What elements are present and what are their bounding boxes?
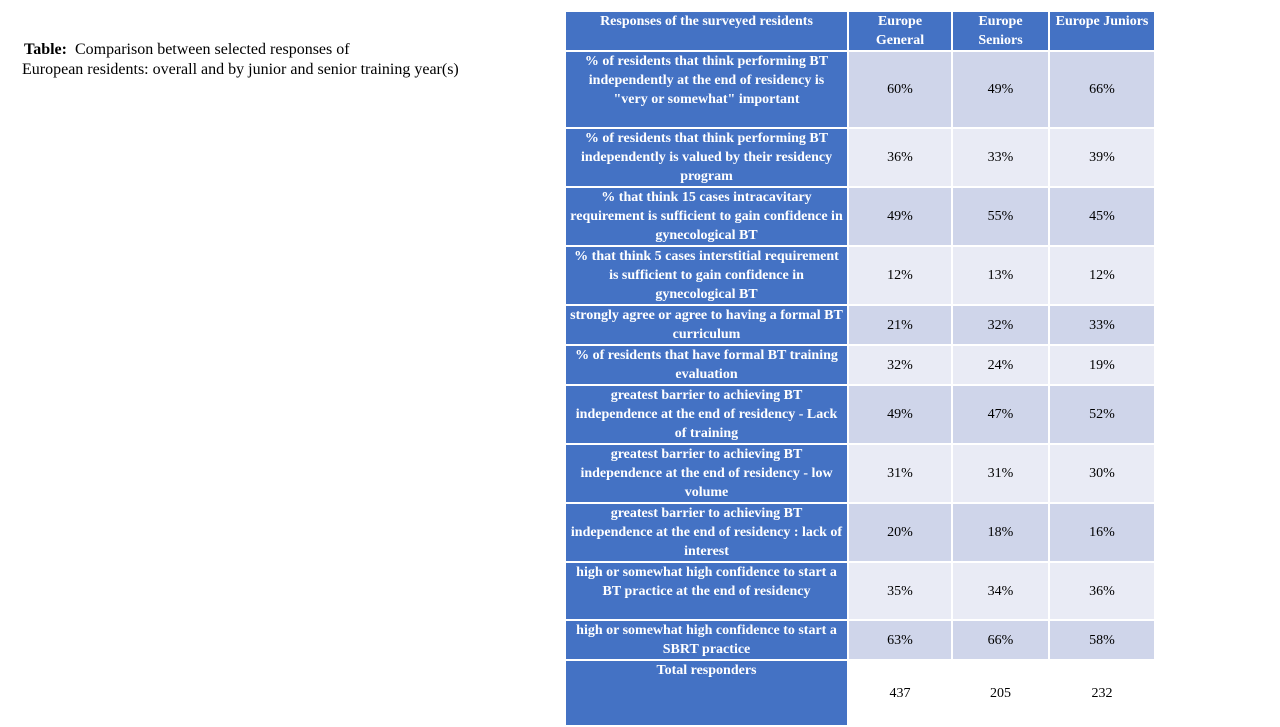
- comparison-table: [564, 10, 1156, 727]
- cell-europe-juniors: 16%: [1049, 503, 1155, 562]
- cell-europe-juniors: 52%: [1049, 385, 1155, 444]
- cell-europe-juniors: 39%: [1049, 128, 1155, 187]
- row-label: % of residents that think performing BT independently is valued by their residency program: [565, 128, 848, 187]
- cell-europe-juniors: 45%: [1049, 187, 1155, 246]
- cell-europe-juniors: 66%: [1049, 51, 1155, 128]
- caption-line-1: [22, 40, 562, 60]
- row-label: greatest barrier to achieving BT independence at the end of residency : lack of interest: [565, 503, 848, 562]
- table-row: [565, 305, 1155, 345]
- cell-europe-seniors: 24%: [952, 345, 1049, 385]
- header-row: [565, 11, 1155, 51]
- row-label: greatest barrier to achieving BT independence at the end of residency - Lack of training: [565, 385, 848, 444]
- table-row: [565, 246, 1155, 305]
- caption-text-1: Comparison between selected responses of: [74, 41, 350, 58]
- table-row: [565, 128, 1155, 187]
- table-row: [565, 503, 1155, 562]
- table-row: [565, 345, 1155, 385]
- cell-europe-seniors: 66%: [952, 620, 1049, 660]
- row-label: strongly agree or agree to having a formal BT curriculum: [565, 305, 848, 345]
- cell-europe-seniors: 31%: [952, 444, 1049, 503]
- table-row: [565, 620, 1155, 660]
- cell-europe-juniors: 12%: [1049, 246, 1155, 305]
- row-label-total: Total responders: [565, 660, 848, 726]
- table-row: [565, 51, 1155, 128]
- cell-europe-seniors: 34%: [952, 562, 1049, 620]
- cell-europe-general: 49%: [848, 385, 952, 444]
- cell-europe-juniors: 58%: [1049, 620, 1155, 660]
- cell-europe-general: 49%: [848, 187, 952, 246]
- cell-europe-seniors: 47%: [952, 385, 1049, 444]
- table-row: [565, 187, 1155, 246]
- cell-europe-seniors: 13%: [952, 246, 1049, 305]
- cell-europe-juniors: 19%: [1049, 345, 1155, 385]
- row-label: % that think 15 cases intracavitary requirement is sufficient to gain confidence in gynecological BT: [565, 187, 848, 246]
- total-row: [565, 660, 1155, 726]
- cell-europe-seniors: 55%: [952, 187, 1049, 246]
- row-label: high or somewhat high confidence to start a BT practice at the end of residency: [565, 562, 848, 620]
- cell-europe-general: 31%: [848, 444, 952, 503]
- cell-europe-seniors: 18%: [952, 503, 1049, 562]
- row-label: % of residents that think performing BT independently at the end of residency is "very or somewhat" important: [565, 51, 848, 128]
- table-row: [565, 562, 1155, 620]
- cell-europe-juniors: 30%: [1049, 444, 1155, 503]
- cell-europe-seniors: 32%: [952, 305, 1049, 345]
- cell-europe-seniors: 205: [952, 660, 1049, 726]
- cell-europe-seniors: 33%: [952, 128, 1049, 187]
- row-label: greatest barrier to achieving BT independence at the end of residency - low volume: [565, 444, 848, 503]
- row-label: % that think 5 cases interstitial requirement is sufficient to gain confidence in gynecological BT: [565, 246, 848, 305]
- cell-europe-general: 12%: [848, 246, 952, 305]
- cell-europe-general: 60%: [848, 51, 952, 128]
- header-cell-responses: Responses of the surveyed residents: [565, 11, 848, 51]
- cell-europe-general: 20%: [848, 503, 952, 562]
- table-row: [565, 444, 1155, 503]
- cell-europe-juniors: 36%: [1049, 562, 1155, 620]
- cell-europe-general: 63%: [848, 620, 952, 660]
- cell-europe-general: 437: [848, 660, 952, 726]
- cell-europe-general: 21%: [848, 305, 952, 345]
- row-label: % of residents that have formal BT training evaluation: [565, 345, 848, 385]
- table-row: [565, 385, 1155, 444]
- header-cell-europe-general: Europe General: [848, 11, 952, 51]
- cell-europe-seniors: 49%: [952, 51, 1049, 128]
- cell-europe-general: 35%: [848, 562, 952, 620]
- header-cell-europe-juniors: Europe Juniors: [1049, 11, 1155, 51]
- caption-lead: Table:: [24, 41, 67, 58]
- caption-text-2: European residents: overall and by junior and senior training year(s): [22, 61, 459, 78]
- table-caption: [22, 40, 562, 80]
- cell-europe-juniors: 232: [1049, 660, 1155, 726]
- header-cell-europe-seniors: Europe Seniors: [952, 11, 1049, 51]
- cell-europe-general: 36%: [848, 128, 952, 187]
- cell-europe-general: 32%: [848, 345, 952, 385]
- cell-europe-juniors: 33%: [1049, 305, 1155, 345]
- row-label: high or somewhat high confidence to start a SBRT practice: [565, 620, 848, 660]
